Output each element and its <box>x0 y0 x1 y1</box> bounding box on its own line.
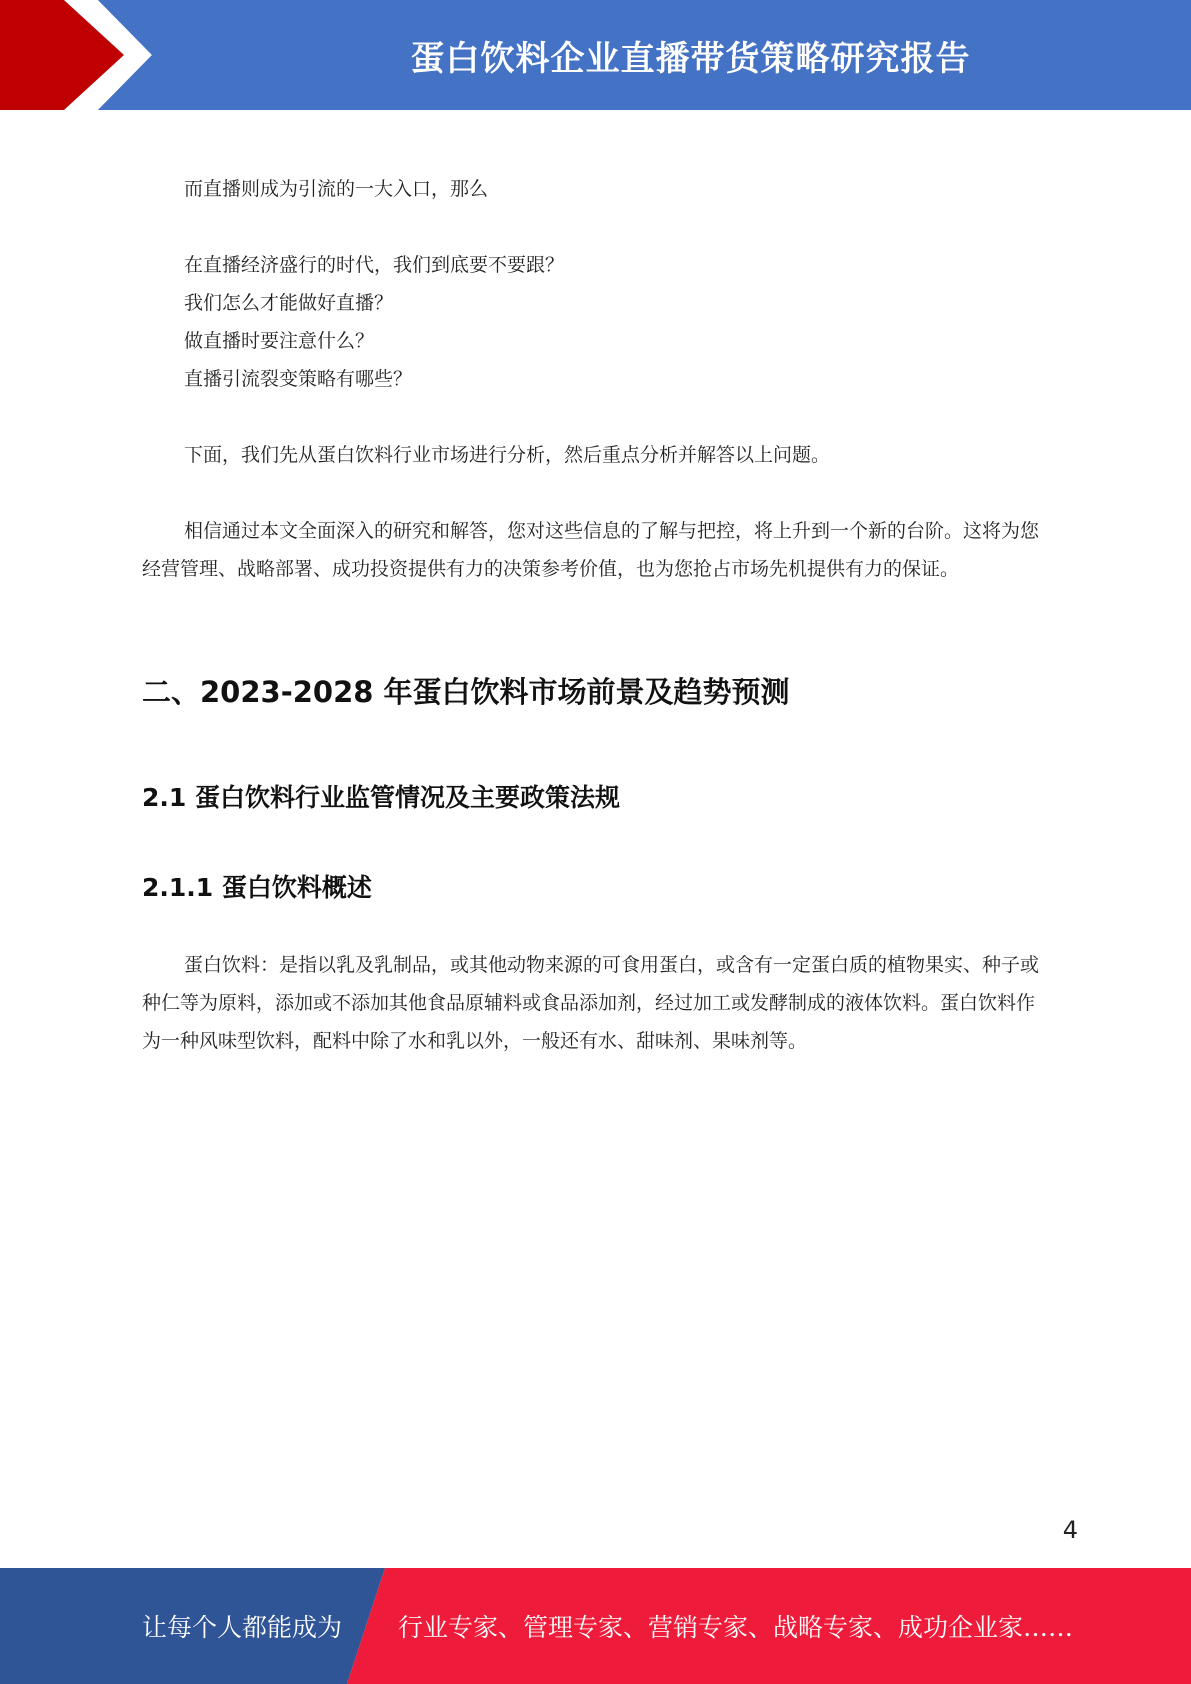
paragraph-next: 下面，我们先从蛋白饮料行业市场进行分析，然后重点分析并解答以上问题。 <box>184 444 831 466</box>
footer-slogan-right: 行业专家、管理专家、营销专家、战略专家、成功企业家…… <box>398 1613 1074 1642</box>
report-title: 蛋白饮料企业直播带货策略研究报告 <box>410 38 971 79</box>
paragraph-trust: 相信通过本文全面深入的研究和解答，您对这些信息的了解与把控，将上升到一个新的台阶。这将为您经营管理、战略部署、成功投资提供有力的决策参考价值，也为您抢占市场先机提供有力的保证。 <box>142 520 1040 580</box>
question-item: 做直播时要注意什么？ <box>184 330 375 352</box>
section-heading-2-1-1: 2.1.1 蛋白饮料概述 <box>142 873 372 902</box>
intro-line: 而直播则成为引流的一大入口，那么 <box>184 178 489 200</box>
page-number: 4 <box>1062 1516 1078 1544</box>
page-footer <box>0 1568 1191 1684</box>
footer-slogan-left: 让每个人都能成为 <box>142 1613 343 1642</box>
question-item: 直播引流裂变策略有哪些？ <box>184 368 413 390</box>
section-heading-2-1: 2.1 蛋白饮料行业监管情况及主要政策法规 <box>142 783 620 812</box>
question-item: 在直播经济盛行的时代，我们到底要不要跟？ <box>184 254 565 276</box>
section-heading-2: 二、2023-2028 年蛋白饮料市场前景及趋势预测 <box>142 675 790 709</box>
page-header <box>0 0 1191 110</box>
question-item: 我们怎么才能做好直播？ <box>184 292 394 314</box>
paragraph-definition: 蛋白饮料：是指以乳及乳制品，或其他动物来源的可食用蛋白，或含有一定蛋白质的植物果实、种子或种仁等为原料，添加或不添加其他食品原辅料或食品添加剂，经过加工或发酵制成的液体饮料。蛋白饮料作为一种风味型饮料，配料中除了水和乳以外，一般还有水、甜味剂、果味剂等。 <box>142 954 1040 1052</box>
